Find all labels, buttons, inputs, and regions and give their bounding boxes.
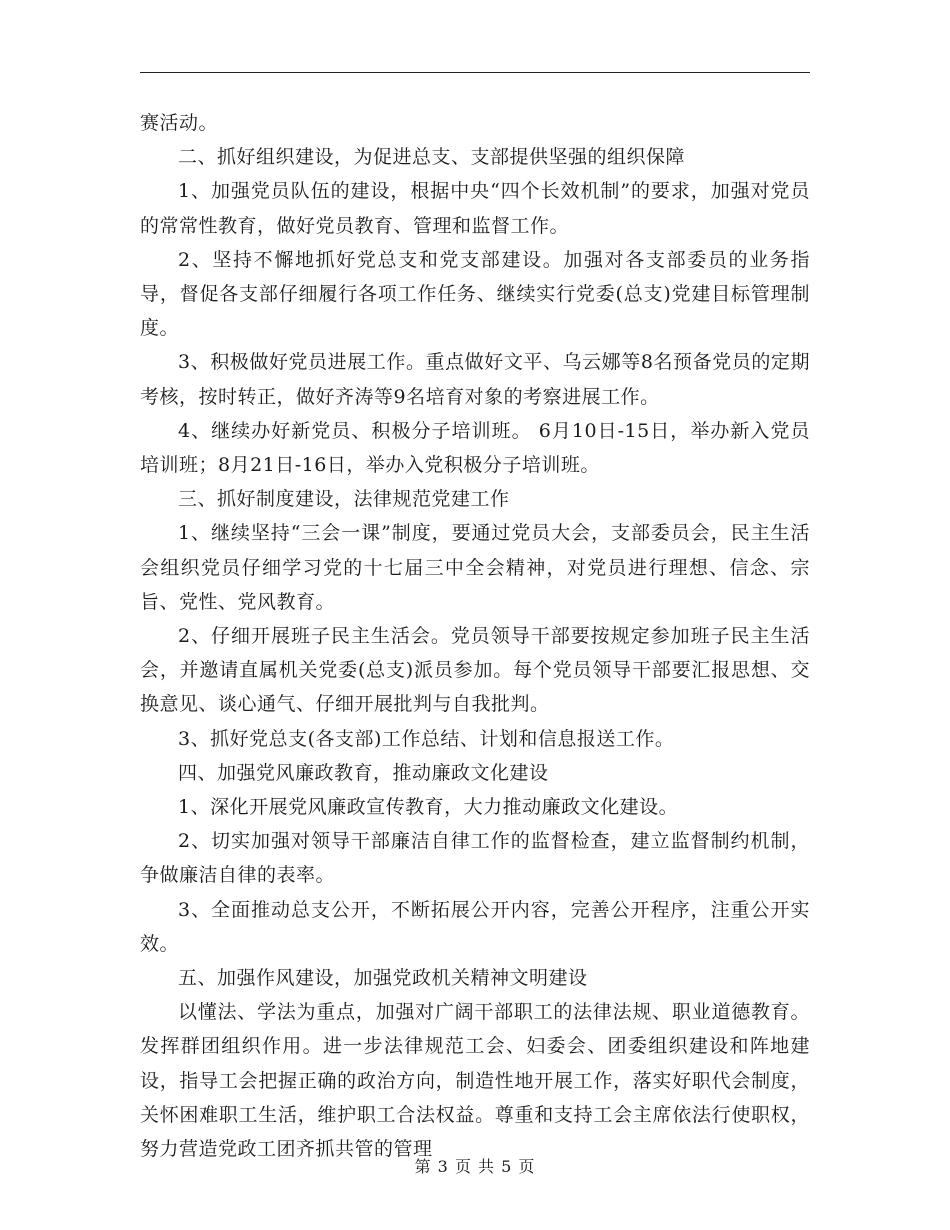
section-heading-2: 二、抓好组织建设，为促进总支、支部提供坚强的组织保障 bbox=[178, 146, 686, 169]
paragraph: 赛活动。 bbox=[140, 112, 219, 134]
section-heading-3: 三、抓好制度建设，法律规范党建工作 bbox=[178, 488, 510, 511]
paragraph: 1、深化开展党风廉政宣传教育，大力推动廉政文化建设。 bbox=[178, 796, 679, 819]
paragraph: 3、全面推动总支公开，不断拓展公开内容，完善公开程序，注重公开实效。 bbox=[140, 898, 810, 955]
paragraph: 3、抓好党总支(各支部)工作总结、计划和信息报送工作。 bbox=[178, 727, 675, 750]
paragraph: 2、仔细开展班子民主生活会。党员领导干部要按规定参加班子民主生活会，并邀请直属机关党委(总支)派员参加。每个党员领导干部要汇报思想、交换意见、谈心通气、仔细开展批判与自我批判。 bbox=[140, 625, 810, 716]
paragraph: 2、坚持不懈地抓好党总支和党支部建设。加强对各支部委员的业务指导，督促各支部仔细履行各项工作任务、继续实行党委(总支)党建目标管理制度。 bbox=[140, 248, 810, 340]
paragraph: 2、切实加强对领导干部廉洁自律工作的监督检查，建立监督制约机制，争做廉洁自律的表率。 bbox=[140, 830, 810, 887]
paragraph: 3、积极做好党员进展工作。重点做好文平、乌云娜等8名预备党员的定期考核，按时转正，做好齐涛等9名培育对象的考察进展工作。 bbox=[140, 351, 810, 408]
paragraph: 1、加强党员队伍的建设，根据中央“四个长效机制”的要求，加强对党员的常常性教育，做好党员教育、管理和监督工作。 bbox=[140, 180, 810, 237]
page-number-footer: 第 3 页 共 5 页 bbox=[414, 1157, 536, 1176]
document-body bbox=[140, 106, 810, 1166]
section-heading-4: 四、加强党风廉政教育，推动廉政文化建设 bbox=[178, 761, 549, 784]
paragraph: 1、继续坚持“三会一课”制度，要通过党员大会，支部委员会，民主生活会组织党员仔细学习党的十七届三中全会精神，对党员进行理想、信念、宗旨、党性、党风教育。 bbox=[140, 522, 810, 613]
paragraph: 以懂法、学法为重点，加强对广阔干部职工的法律法规、职业道德教育。发挥群团组织作用。进一步法律规范工会、妇委会、团委组织建设和阵地建设，指导工会把握正确的政治方向，制造性地开展工作，落实好职代会制度，关怀困难职工生活，维护职工合法权益。尊重和支持工会主席依法行使职权，努力营造党政工团齐抓共管的管理 bbox=[140, 1001, 810, 1161]
section-heading-5: 五、加强作风建设，加强党政机关精神文明建设 bbox=[178, 967, 588, 990]
header-rule bbox=[140, 72, 810, 73]
paragraph: 4、继续办好新党员、积极分子培训班。 6月10日-15日，举办新入党员培训班；8月21日-16日，举办入党积极分子培训班。 bbox=[140, 419, 810, 477]
